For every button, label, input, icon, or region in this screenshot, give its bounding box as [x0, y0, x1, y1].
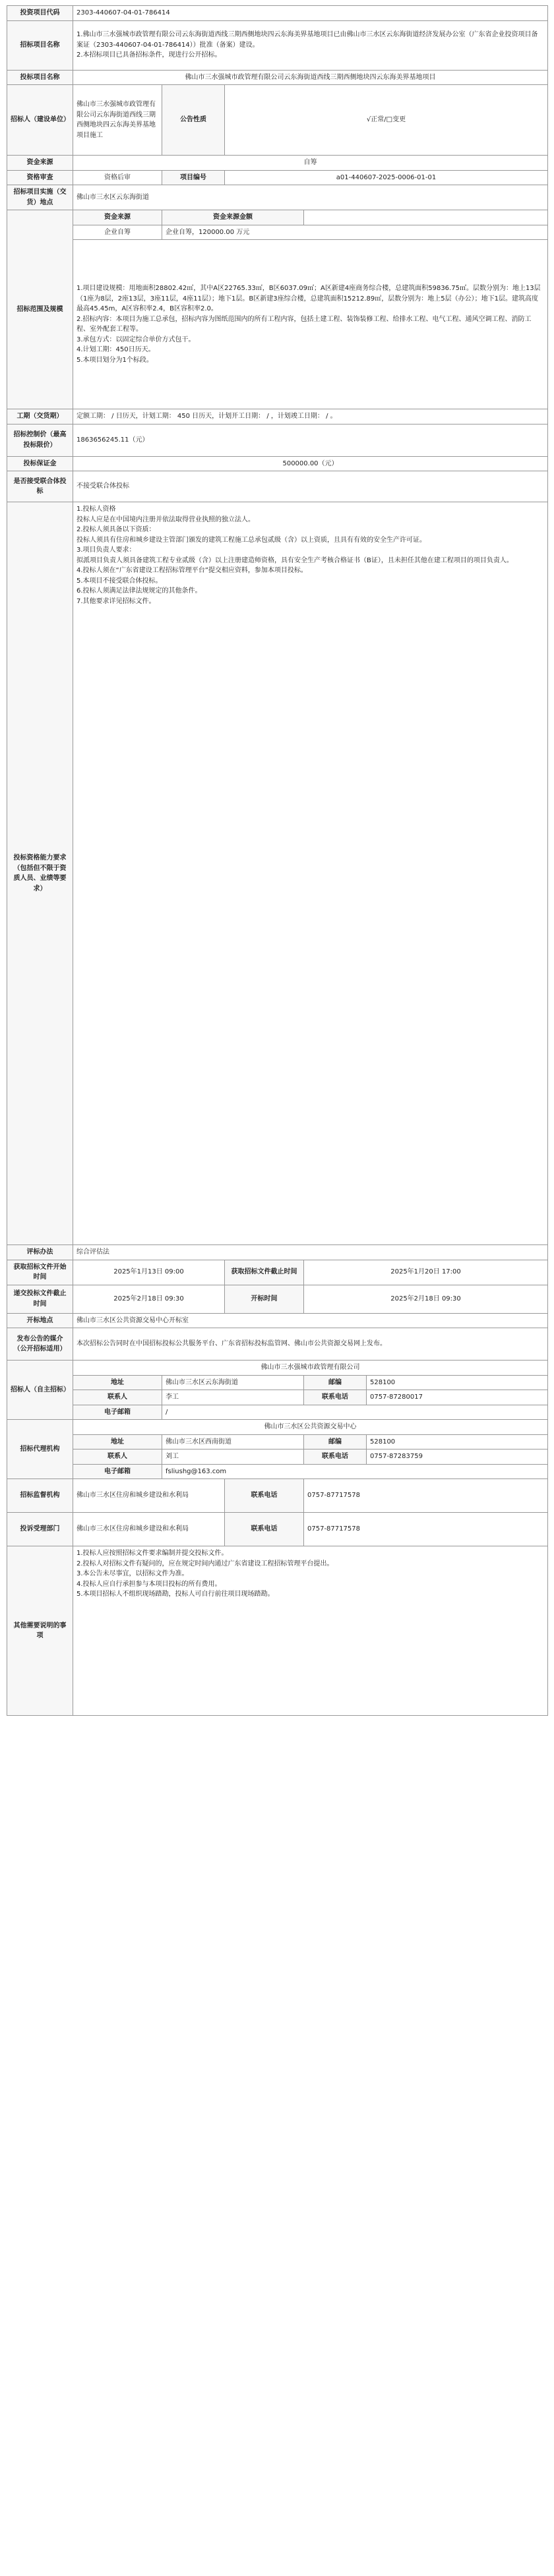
announce: √正常/□变更: [225, 85, 548, 156]
joint-label: 是否接受联合体投标: [7, 471, 73, 502]
agent-phone: 0757-87280017: [367, 1390, 548, 1405]
amount-head: [304, 210, 548, 225]
method: 综合评估法: [73, 1245, 548, 1260]
qualify-text: 1.投标人资格 投标人应是在中国境内注册并依法取得营业执照的独立法人。 2.投标人须具备以下资质： 投标人须具有住房和城乡建设主管部门颁发的建筑工程施工总承包贰级（含）以上资质，且具有有效的安全生产许可证。 3.项目负责人要求： 拟派项目负责人须具备建筑工程专业贰级（含）以上注册建造师资格，具有安全生产考核合格证书（B证），且未担任其他在建工程项目的项目负责人。 4.投标人须在“广东省建设工程招标管理平台”提交相应资料，参加本项目投标。 5.本项目不接受联合体投标。 6.投标人须满足法律法规规定的其他条件。 7.其他要求详见招标文件。: [73, 502, 548, 1245]
supervise-label: 招标监督机构: [7, 1479, 73, 1513]
place: 佛山市三水区云东海街道: [73, 185, 548, 210]
notice-text: 本次招标公告同时在中国招标投标公共服务平台、广东省招标投标监管网、佛山市公共资源交易网上发布。: [73, 1328, 548, 1361]
name-label: 招标项目名称: [7, 20, 73, 70]
agent-email-label: 电子邮箱: [73, 1405, 162, 1420]
invest: 资格后审: [73, 170, 162, 185]
complaint: 佛山市三水区住房和城乡建设和水利局: [73, 1513, 225, 1546]
ctrl: 1863656245.11（元）: [73, 424, 548, 456]
start-label: 获取招标文件开始时间: [7, 1260, 73, 1285]
amount: 企业自筹，120000.00 万元: [162, 225, 548, 240]
proxy-zip-label: 邮编: [304, 1434, 367, 1449]
proxy-email: fsliushg@163.com: [162, 1464, 548, 1479]
amount-label: 资金来源金额: [162, 210, 304, 225]
proxy-contact: 刘工: [162, 1449, 304, 1465]
funds: 自筹: [73, 156, 548, 171]
project-code: 2303-440607-04-01-786414: [73, 6, 548, 21]
place-label: 招标项目实施（交货）地点: [7, 185, 73, 210]
supervise-phone-label: 联系电话: [225, 1479, 304, 1513]
open-label: 开标时间: [225, 1285, 304, 1313]
proxy-phone: 0757-87283759: [367, 1449, 548, 1465]
agent-addr-label: 地址: [73, 1375, 162, 1390]
src-label: 资金来源: [73, 210, 162, 225]
proxy-zip: 528100: [367, 1434, 548, 1449]
agent-phone-label: 联系电话: [304, 1390, 367, 1405]
project-num: a01-440607-2025-0006-01-01: [225, 170, 548, 185]
complaint-phone: 0757-87717578: [304, 1513, 548, 1546]
supervise-name: 佛山市三水区住房和城乡建设和水利局: [73, 1479, 225, 1513]
supervise-phone: 0757-87717578: [304, 1479, 548, 1513]
other-label: 其他需要说明的事项: [7, 1546, 73, 1716]
tender-notice: [7, 5, 547, 1716]
open: 2025年2月18日 09:30: [304, 1285, 548, 1313]
open-place: 佛山市三水区公共资源交易中心开标室: [73, 1313, 548, 1328]
bid-name: 佛山市三水强城市政管理有限公司云东海街道西线三期西侧地块四云东海美界基地项目: [73, 70, 548, 85]
start: 2025年1月13日 09:00: [73, 1260, 225, 1285]
notice-label: 发布公告的媒介（公开招标适用）: [7, 1328, 73, 1361]
open-place-label: 开标地点: [7, 1313, 73, 1328]
bid-label: 投标项目名称: [7, 70, 73, 85]
notice-table: [7, 5, 548, 1716]
submit: 2025年2月18日 09:30: [73, 1285, 225, 1313]
tenderer: 佛山市三水强城市政管理有限公司云东海街道西线三期西侧地块四云东海美界基地项目施工: [73, 85, 162, 156]
proxy-contact-label: 联系人: [73, 1449, 162, 1465]
agent-email: /: [162, 1405, 548, 1420]
complaint-label: 投诉受理部门: [7, 1513, 73, 1546]
agent-contact: 李工: [162, 1390, 304, 1405]
proxy-addr: 佛山市三水区西南街道: [162, 1434, 304, 1449]
complaint-phone-label: 联系电话: [225, 1513, 304, 1546]
agent-zip: 528100: [367, 1375, 548, 1390]
agent-addr: 佛山市三水区云东海街道: [162, 1375, 304, 1390]
proxy-addr-label: 地址: [73, 1434, 162, 1449]
agent-name: 佛山市三水强城市政管理有限公司: [73, 1361, 548, 1376]
project-name: 1.佛山市三水强城市政管理有限公司云东海街道西线三期西侧地块四云东海美界基地项目已由佛山市三水区云东海街道经济发展办公室（广东省企业投资项目备案证（2303-440607-04-01-786414））批准（备案）建设。 2.本招标项目已具备招标条件，现进行公开招标。: [73, 20, 548, 70]
deposit: 500000.00（元）: [73, 456, 548, 471]
other-text: 1.投标人应按照招标文件要求编制并提交投标文件。 2.投标人对招标文件有疑问的，应在规定时间内通过广东省建设工程招标管理平台提出。 3.本公告未尽事宜，以招标文件为准。 4.投标人应自行承担参与本项目投标的所有费用。 5.本项目招标人不组织现场踏勘，投标人可自行前往项目现场踏勘。: [73, 1546, 548, 1716]
scale-content: 1.项目建设规模：用地面积28802.42㎡，其中A区22765.33㎡，B区6037.09㎡；A区新建4座商务综合楼，总建筑面积59836.75㎡。层数分别为：地上13层（1座为8层，2座13层，3座11层，4座11层）；地下1层。B区新建3座综合楼，总建筑面积15212.89㎡，层数分别为：地上5层（办公）；地下1层。建筑高度最高45.45m，A区容积率2.4，B区容积率2.0。 2.招标内容：本项目为施工总承包，招标内容为图纸范围内的所有工程内容，包括土建工程、装饰装修工程、给排水工程、电气工程、通风空调工程、消防工程、室外配套工程等。 3.承包方式：以固定综合单价方式包干。 4.计划工期：450日历天。 5.本项目划分为1个标段。: [73, 240, 548, 409]
proxy-label: 招标代理机构: [7, 1420, 73, 1479]
code-label: 投资项目代码: [7, 6, 73, 21]
tenderer-label: 招标人（建设单位）: [7, 85, 73, 156]
ctrl-label: 招标控制价（最高投标限价）: [7, 424, 73, 456]
proxy-name: 佛山市三水区公共资源交易中心: [73, 1420, 548, 1435]
method-label: 评标办法: [7, 1245, 73, 1260]
agent-contact-label: 联系人: [73, 1390, 162, 1405]
joint: 不接受联合体投标: [73, 471, 548, 502]
term: 定额工期： / 日历天，计划工期： 450 日历天，计划开工日期： / ，计划竣工日期： / 。: [73, 409, 548, 424]
invest-label: 资格审查: [7, 170, 73, 185]
qualify-label: 投标资格能力要求（包括但不限于资质人员、业绩等要求）: [7, 502, 73, 1245]
agent-zip-label: 邮编: [304, 1375, 367, 1390]
proxy-phone-label: 联系电话: [304, 1449, 367, 1465]
src: 企业自筹: [73, 225, 162, 240]
proxy-email-label: 电子邮箱: [73, 1464, 162, 1479]
deposit-label: 投标保证金: [7, 456, 73, 471]
end-label: 获取招标文件截止时间: [225, 1260, 304, 1285]
term-label: 工期（交货期）: [7, 409, 73, 424]
announce-label: 公告性质: [162, 85, 225, 156]
num-label: 项目编号: [162, 170, 225, 185]
end: 2025年1月20日 17:00: [304, 1260, 548, 1285]
scale-label: 招标范围及规模: [7, 210, 73, 409]
submit-label: 递交投标文件截止时间: [7, 1285, 73, 1313]
agent-label: 招标人（自主招标）: [7, 1361, 73, 1420]
funds-label: 资金来源: [7, 156, 73, 171]
